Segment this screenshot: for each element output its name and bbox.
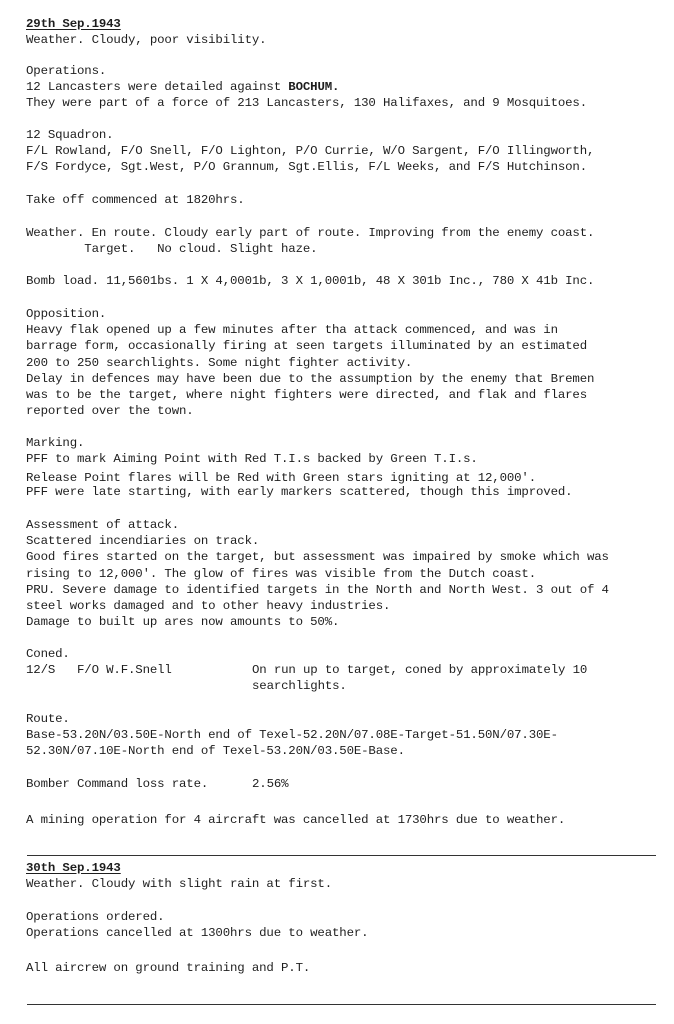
squadron-heading: 12 Squadron. (26, 128, 114, 142)
day1-weather-route (26, 225, 666, 257)
day2-operations-heading: Operations ordered. (26, 910, 165, 924)
takeoff-line: Take off commenced at 1820hrs. (26, 193, 245, 207)
day1-takeoff (26, 192, 666, 208)
day2-training-line: All aircrew on ground training and P.T. (26, 961, 311, 975)
assessment-heading: Assessment of attack. (26, 518, 179, 532)
day2-operations-line: Operations cancelled at 1300hrs due to weather. (26, 926, 369, 941)
day1-assessment (26, 517, 666, 630)
day1-weather: Weather. Cloudy, poor visibility. (26, 33, 267, 48)
squadron-line1: F/L Rowland, F/O Snell, F/O Lighton, P/O Currie, W/O Sargent, F/O Illingworth, (26, 144, 595, 159)
coned-note-line1: On run up to target, coned by approximately 10 (252, 663, 588, 678)
assessment-line: rising to 12,000'. The glow of fires was visible from the Dutch coast. (26, 566, 536, 581)
day1-loss-rate (26, 776, 666, 792)
day1-bomb-load (26, 273, 666, 289)
weather-route-line2: Target. No cloud. Slight haze. (26, 242, 318, 257)
day1-header (26, 16, 666, 48)
assessment-line: Damage to built up ares now amounts to 50%. (26, 615, 340, 630)
opposition-line: barrage form, occasionally firing at seen targets illuminated by an estimated (26, 339, 587, 354)
day2-date: 30th Sep.1943 (26, 861, 121, 875)
route-heading: Route. (26, 712, 70, 726)
section-divider (27, 855, 656, 856)
day2-operations (26, 909, 666, 941)
opposition-line: 200 to 250 searchlights. Some night fighter activity. (26, 355, 413, 370)
marking-heading: Marking. (26, 436, 85, 450)
day2-weather: Weather. Cloudy with slight rain at first. (26, 877, 332, 892)
coned-note (252, 662, 587, 694)
marking-line: PFF to mark Aiming Point with Red T.I.s backed by Green T.I.s. (26, 452, 478, 467)
operations-heading: Operations. (26, 64, 107, 78)
mining-line: A mining operation for 4 aircraft was cancelled at 1730hrs due to weather. (26, 813, 566, 827)
day1-coned (26, 646, 666, 695)
operations-line1 (26, 79, 666, 95)
coned-heading: Coned. (26, 647, 70, 661)
loss-rate-row (26, 776, 666, 792)
day1-date: 29th Sep.1943 (26, 17, 121, 31)
operations-line1-prefix: 12 Lancasters were detailed against (26, 80, 289, 95)
route-line1: Base-53.20N/03.50E-North end of Texel-52.20N/07.08E-Target-51.50N/07.30E- (26, 728, 558, 743)
day1-squadron (26, 127, 666, 176)
day1-opposition (26, 306, 666, 419)
route-line2: 52.30N/07.10E-North end of Texel-53.20N/03.50E-Base. (26, 744, 405, 759)
day1-route (26, 711, 666, 760)
day1-operations (26, 63, 666, 112)
opposition-line: Heavy flak opened up a few minutes after tha attack commenced, and was in (26, 323, 558, 338)
assessment-line: Good fires started on the target, but assessment was impaired by smoke which was (26, 550, 609, 565)
coned-row (26, 662, 666, 694)
section-divider-bottom (27, 1004, 656, 1005)
marking-line: PFF were late starting, with early markers scattered, though this improved. (26, 484, 573, 499)
bomb-load-line: Bomb load. 11,5601bs. 1 X 4,0001b, 3 X 1,0001b, 48 X 301b Inc., 780 X 41b Inc. (26, 274, 595, 288)
loss-rate-value: 2.56% (252, 777, 289, 791)
operations-line2: They were part of a force of 213 Lancasters, 130 Halifaxes, and 9 Mosquitoes. (26, 96, 587, 111)
coned-crew: 12/S F/O W.F.Snell (26, 663, 172, 678)
opposition-line: reported over the town. (26, 404, 194, 419)
operations-target: BOCHUM. (288, 80, 340, 95)
opposition-line: Delay in defences may have been due to the assumption by the enemy that Bremen (26, 371, 595, 386)
coned-note-line2: searchlights. (252, 679, 347, 694)
day1-mining (26, 812, 666, 828)
weather-route-line1: Weather. En route. Cloudy early part of route. Improving from the enemy coast. (26, 226, 595, 240)
day2-training (26, 960, 666, 976)
assessment-line: PRU. Severe damage to identified targets in the North and North West. 3 out of 4 (26, 582, 609, 597)
opposition-heading: Opposition. (26, 307, 107, 321)
assessment-line: Scattered incendiaries on track. (26, 534, 260, 549)
day1-marking (26, 435, 666, 500)
opposition-line: was to be the target, where night fighters were directed, and flak and flares (26, 388, 587, 403)
loss-rate-label: Bomber Command loss rate. (26, 777, 209, 791)
day2-header (26, 860, 666, 892)
squadron-line2: F/S Fordyce, Sgt.West, P/O Grannum, Sgt.Ellis, F/L Weeks, and F/S Hutchinson. (26, 160, 587, 175)
assessment-line: steel works damaged and to other heavy industries. (26, 599, 391, 614)
marking-line: Release Point flares will be Red with Green stars igniting at 12,000'. (26, 471, 536, 486)
